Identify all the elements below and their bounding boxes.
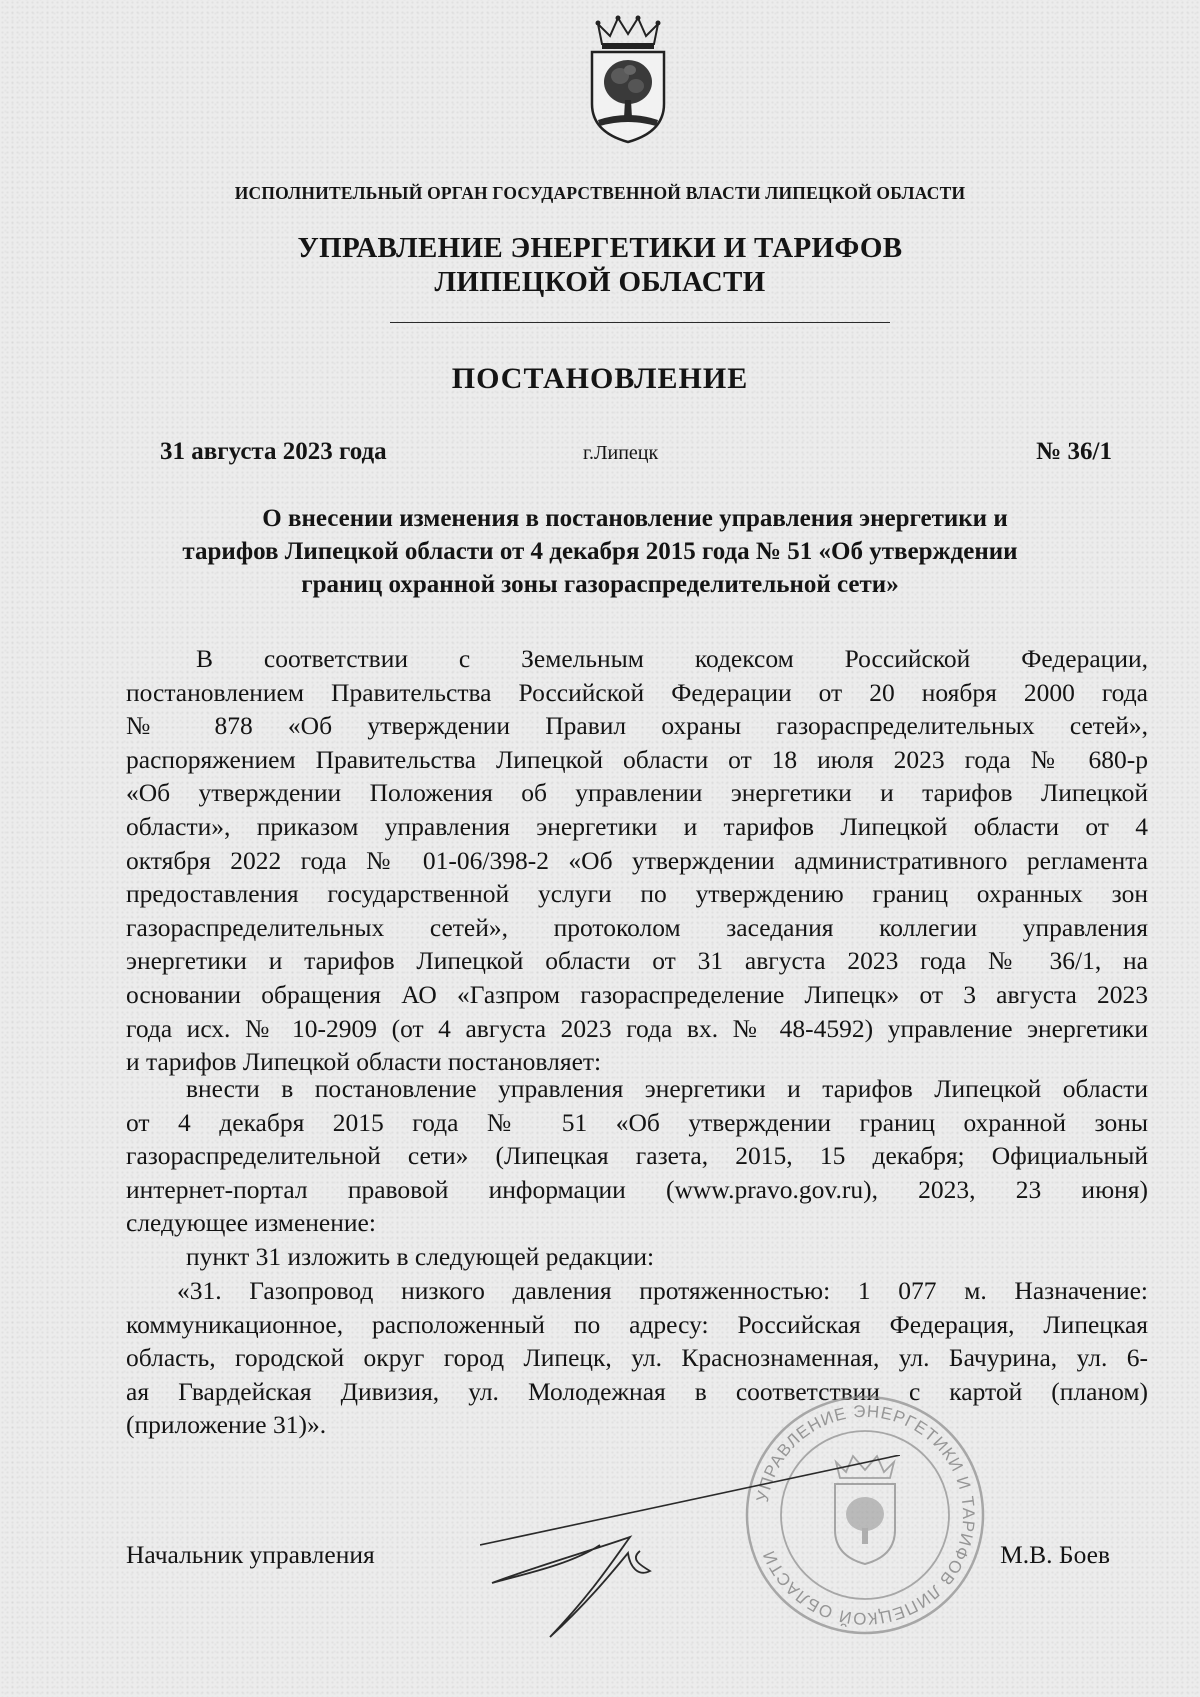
body-line: В соответствии с Земельным кодексом Российской Федерации, (196, 644, 1148, 673)
document-city: г.Липецк (583, 442, 659, 464)
body-line: области», приказом управления энергетики и тарифов Липецкой области от 4 (126, 811, 1148, 841)
body-paragraph-basis (126, 642, 1148, 1079)
body-line: основании обращения АО «Газпром газораспределение Липецк» от 3 августа 2023 (126, 979, 1148, 1009)
subject-line: тарифов Липецкой области от 4 декабря 2015 года № 51 «Об утверждении (182, 538, 1018, 565)
body-line: газораспределительных сетей», протоколом заседания коллегии управления (126, 912, 1148, 942)
signatory-position: Начальник управления (126, 1540, 375, 1569)
body-line: пункт 31 изложить в следующей редакции: (186, 1242, 655, 1271)
body-paragraph-new-wording (126, 1274, 1148, 1442)
body-line: энергетики и тарифов Липецкой области от 31 августа 2023 года № 36/1, на (126, 946, 1148, 976)
subject-line: О внесении изменения в постановление управления энергетики и (262, 505, 1008, 532)
document-type-title: ПОСТАНОВЛЕНИЕ (451, 362, 749, 395)
body-paragraph-resolution (126, 1072, 1148, 1240)
body-line: область, городской округ город Липецк, ул. Краснознаменная, ул. Бачурина, ул. 6- (126, 1343, 1148, 1373)
body-line: № 878 «Об утверждении Правил охраны газораспределительных сетей», (126, 711, 1148, 741)
body-line: внести в постановление управления энергетики и тарифов Липецкой области (186, 1074, 1148, 1103)
body-line: постановлением Правительства Российской Федерации от 20 ноября 2000 года (126, 677, 1148, 707)
org-line: ИСПОЛНИТЕЛЬНЫЙ ОРГАН ГОСУДАРСТВЕННОЙ ВЛАСТИ ЛИПЕЦКОЙ ОБЛАСТИ (234, 183, 966, 203)
body-line: газораспределительной сети» (Липецкая газета, 2015, 15 декабря; Официальный (126, 1141, 1148, 1171)
body-paragraph-item (126, 1240, 1148, 1274)
body-line: ая Гвардейская Дивизия, ул. Молодежная в соответствии с картой (планом) (126, 1376, 1148, 1406)
body-line: «31. Газопровод низкого давления протяженностью: 1 077 м. Назначение: (177, 1276, 1148, 1305)
body-line: октября 2022 года № 01-06/398-2 «Об утверждении административного регламента (126, 845, 1148, 875)
body-line: интернет-портал правовой информации (www.pravo.gov.ru), 2023, 23 июня) (126, 1174, 1148, 1204)
department-title-line1: УПРАВЛЕНИЕ ЭНЕРГЕТИКИ И ТАРИФОВ (297, 232, 903, 264)
handwritten-signature-icon (480, 1455, 900, 1655)
body-line: и тарифов Липецкой области постановляет: (126, 1047, 602, 1077)
body-line: от 4 декабря 2015 года № 51 «Об утверждении границ охранной зоны (126, 1107, 1148, 1137)
body-line: (приложение 31)». (126, 1410, 327, 1440)
stamp-text: УПРАВЛЕНИЕ ЭНЕРГЕТИКИ И ТАРИФОВ ЛИПЕЦКОЙ ОБЛАСТИ (752, 1401, 979, 1629)
body-line: предоставления государственной услуги по утверждению границ охранных зон (126, 879, 1148, 909)
subject-line: границ охранной зоны газораспределительной сети» (301, 571, 899, 598)
department-title-line2: ЛИПЕЦКОЙ ОБЛАСТИ (434, 266, 766, 298)
coat-of-arms-icon (584, 14, 672, 144)
document-date: 31 августа 2023 года (160, 438, 387, 465)
document-number: № 36/1 (1036, 438, 1112, 465)
body-line: «Об утверждении Положения об управлении энергетики и тарифов Липецкой (126, 778, 1148, 808)
body-line: коммуникационное, расположенный по адресу: Российская Федерация, Липецкая (126, 1309, 1148, 1339)
header-divider (390, 322, 890, 323)
body-line: распоряжением Правительства Липецкой области от 18 июля 2023 года № 680-р (126, 744, 1148, 774)
signatory-name: М.В. Боев (1000, 1540, 1110, 1569)
body-line: года исх. № 10-2909 (от 4 августа 2023 года вх. № 48-4592) управление энергетики (126, 1013, 1148, 1043)
body-line: следующее изменение: (126, 1208, 376, 1238)
